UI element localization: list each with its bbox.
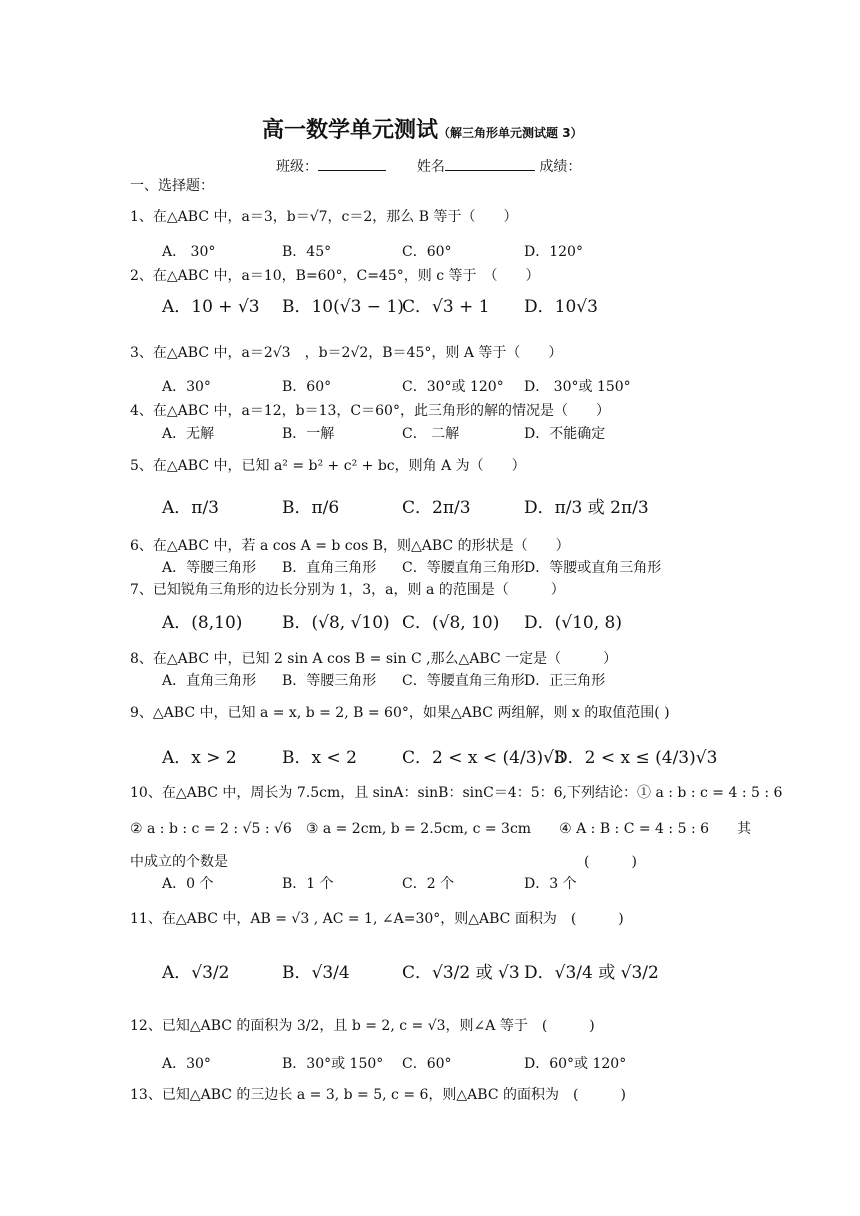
q6-option-a[interactable]: A．等腰三角形 (162, 560, 257, 576)
q11-option-c[interactable]: C．√3/2 或 √3 (402, 963, 520, 983)
section-heading: 一、选择题： (130, 178, 214, 194)
question-10-stem-3: 中成立的个数是 (130, 854, 228, 870)
page-subtitle: （解三角形单元测试题 3） (438, 126, 583, 140)
q10-option-a[interactable]: A．0 个 (162, 876, 214, 892)
question-8-stem: 8、在△ABC 中，已知 2 sin A cos B = sin C ,那么△ABC 一定是（ ） (130, 651, 618, 667)
q1-option-a[interactable]: A． 30° (162, 244, 216, 260)
q3-option-b[interactable]: B．60° (282, 379, 332, 395)
q4-option-d[interactable]: D．不能确定 (524, 426, 606, 442)
q12-option-c[interactable]: C．60° (402, 1056, 452, 1072)
q3-option-d[interactable]: D． 30°或 150° (524, 379, 631, 395)
class-label: 班级： (276, 159, 318, 175)
q9-option-d[interactable]: D．2 < x ≤ (4/3)√3 (554, 748, 718, 768)
q8-option-d[interactable]: D．正三角形 (524, 673, 606, 689)
q3-option-a[interactable]: A．30° (162, 379, 211, 395)
q8-option-b[interactable]: B．等腰三角形 (282, 673, 377, 689)
q9-option-b[interactable]: B．x < 2 (282, 748, 357, 768)
q12-option-d[interactable]: D．60°或 120° (524, 1056, 627, 1072)
q12-option-b[interactable]: B．30°或 150° (282, 1056, 384, 1072)
q4-option-c[interactable]: C． 二解 (402, 426, 460, 442)
q3-option-c[interactable]: C．30°或 120° (402, 379, 504, 395)
q8-option-c[interactable]: C．等腰直角三角形 (402, 673, 525, 689)
q4-option-b[interactable]: B．一解 (282, 426, 335, 442)
q11-option-a[interactable]: A．√3/2 (162, 963, 230, 983)
q11-option-d[interactable]: D．√3/4 或 √3/2 (524, 963, 659, 983)
class-blank[interactable] (318, 156, 386, 171)
question-10-bracket: ( ) (584, 854, 637, 870)
question-10-stem: 10、在△ABC 中，周长为 7.5cm，且 sinA：sinB：sinC＝4：5：6,下列结论：① a : b : c = 4 : 5 : 6 (130, 785, 783, 801)
q12-option-a[interactable]: A．30° (162, 1056, 211, 1072)
question-1-stem: 1、在△ABC 中，a＝3，b＝√7，c＝2，那么 B 等于（ ） (130, 209, 518, 225)
question-7-stem: 7、已知锐角三角形的边长分别为 1，3，a，则 a 的范围是（ ） (130, 582, 565, 598)
q2-option-d[interactable]: D．10√3 (524, 297, 598, 317)
q9-option-a[interactable]: A．x > 2 (162, 748, 237, 768)
q1-option-d[interactable]: D．120° (524, 244, 583, 260)
name-blank[interactable] (445, 156, 535, 171)
q8-option-a[interactable]: A．直角三角形 (162, 673, 257, 689)
q7-option-d[interactable]: D．(√10, 8) (524, 613, 622, 633)
question-11-stem: 11、在△ABC 中，AB = √3 , AC = 1, ∠A=30°，则△ABC 面积为 ( ) (130, 911, 624, 927)
question-6-stem: 6、在△ABC 中，若 a cos A = b cos B，则△ABC 的形状是（ ） (130, 538, 570, 554)
question-3-stem: 3、在△ABC 中，a＝2√3 ，b＝2√2，B＝45°，则 A 等于（ ） (130, 345, 563, 361)
page-title: 高一数学单元测试（解三角形单元测试题 3） (262, 118, 583, 143)
q5-option-c[interactable]: C．2π/3 (402, 498, 471, 518)
name-label: 姓名 (416, 159, 445, 175)
score-label: 成绩： (539, 159, 582, 175)
q6-option-c[interactable]: C．等腰直角三角形 (402, 560, 525, 576)
q7-option-b[interactable]: B．(√8, √10) (282, 613, 390, 633)
q2-option-b[interactable]: B．10(√3 − 1) (282, 297, 404, 317)
q1-option-c[interactable]: C．60° (402, 244, 452, 260)
question-5-stem: 5、在△ABC 中，已知 a² = b² + c² + bc，则角 A 为（ ） (130, 458, 526, 474)
q7-option-c[interactable]: C．(√8, 10) (402, 613, 500, 633)
question-10-stem-2: ② a : b : c = 2 : √5 : √6 ③ a = 2cm, b = 2.5cm, c = 3cm ④ A : B : C = 4 : 5 : 6 其 (130, 821, 752, 837)
question-4-stem: 4、在△ABC 中，a＝12，b＝13，C＝60°，此三角形的解的情况是（ ） (130, 403, 610, 419)
q6-option-d[interactable]: D．等腰或直角三角形 (524, 560, 662, 576)
q9-option-c[interactable]: C．2 < x < (4/3)√3 (402, 748, 565, 768)
q11-option-b[interactable]: B．√3/4 (282, 963, 350, 983)
q10-option-c[interactable]: C．2 个 (402, 876, 455, 892)
q10-option-d[interactable]: D．3 个 (524, 876, 577, 892)
q6-option-b[interactable]: B．直角三角形 (282, 560, 377, 576)
q2-option-c[interactable]: C．√3 + 1 (402, 297, 490, 317)
info-line (276, 156, 581, 176)
q5-option-b[interactable]: B．π/6 (282, 498, 340, 518)
q5-option-a[interactable]: A．π/3 (162, 498, 219, 518)
question-9-stem: 9、△ABC 中，已知 a = x, b = 2, B = 60°，如果△ABC 两组解，则 x 的取值范围( ) (130, 705, 670, 721)
question-12-stem: 12、已知△ABC 的面积为 3/2，且 b = 2, c = √3，则∠A 等于 ( ) (130, 1018, 595, 1034)
q2-option-a[interactable]: A．10 + √3 (162, 297, 260, 317)
q4-option-a[interactable]: A．无解 (162, 426, 215, 442)
question-13-stem: 13、已知△ABC 的三边长 a = 3, b = 5, c = 6，则△ABC 的面积为 ( ) (130, 1087, 626, 1103)
q1-option-b[interactable]: B．45° (282, 244, 332, 260)
q10-option-b[interactable]: B．1 个 (282, 876, 334, 892)
q7-option-a[interactable]: A．(8,10) (162, 613, 243, 633)
q5-option-d[interactable]: D．π/3 或 2π/3 (524, 498, 649, 518)
question-2-stem: 2、在△ABC 中，a＝10，B=60°，C=45°，则 c 等于 （ ） (130, 268, 540, 284)
